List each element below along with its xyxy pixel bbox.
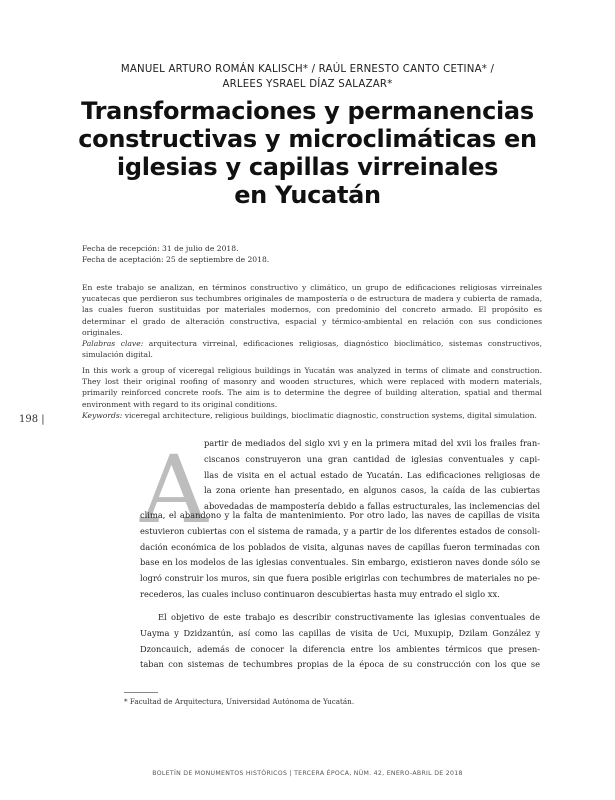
title-line: constructivas y microclimáticas en [78,125,537,153]
keywords-label: Keywords: [82,410,123,420]
abstract-english [82,365,542,421]
text-line: abovedadas de mampostería debido a fallas estructurales, las inclemencias del [204,501,540,512]
paragraph-1-continued [140,508,540,603]
received-date: Fecha de recepción: 31 de julio de 2018. [82,244,239,253]
text-line: logró construir los muros, sin que fuera posible erigirlas con techumbres de materiales no pe- [140,573,540,584]
dates-block [82,243,542,265]
paragraph-1-wrapped [204,436,540,515]
drop-cap: A [140,436,208,545]
text-line: base en los modelos de las iglesias conventuales. Sin embargo, existieron naves donde sólo se [140,557,540,568]
text-line: clima, el abandono y la falta de mantenimiento. Por otro lado, las naves de capillas de visita [140,510,540,520]
text-line: llas de visita en el actual estado de Yucatán. Las edificaciones religiosas de [204,469,540,480]
keywords-text: viceregal architecture, religious buildings, bioclimatic diagnostic, construction systems, digital simulation. [122,410,537,420]
author-line: MANUEL ARTURO ROMÁN KALISCH* / RAÚL ERNESTO CANTO CETINA* / [120,64,495,75]
title-line: en Yucatán [234,181,381,209]
text-line: El objetivo de este trabajo es describir constructivamente las iglesias conventuales de [158,612,540,622]
footnote: * Facultad de Arquitectura, Universidad Autónoma de Yucatán. [124,697,355,706]
text-line: dación económica de los poblados de visita, algunas naves de capillas fueron terminadas con [140,541,540,552]
title-line: Transformaciones y permanencias [81,97,534,125]
abstract-spanish [82,282,542,360]
keywords-label: Palabras clave: [82,339,144,349]
keywords-text: arquitectura virreinal, edificaciones religiosas, diagnóstico bioclimático, sistemas constructivos, simulación digital. [82,339,542,360]
running-footer: BOLETÍN DE MONUMENTOS HISTÓRICOS | TERCERA ÉPOCA, NÚM. 42, ENERO-ABRIL DE 2018 [152,770,463,777]
footnote-rule [124,692,158,693]
page-number: 198 | [19,414,45,425]
accepted-date: Fecha de aceptación: 25 de septiembre de 2018. [82,255,270,265]
text-line: estuvieron cubiertas con el sistema de ramada, y a partir de los diferentes estados de consoli- [140,525,540,536]
text-line: Uayma y Dzidzantún, así como las capillas de visita de Uci, Muxupip, Dzilam González y [140,627,540,638]
author-list [0,62,615,92]
text-line: recederos, las cuales incluso continuaron descubiertas hasta muy entrado el siglo xx. [140,588,500,599]
abstract-text: En este trabajo se analizan, en términos constructivo y climático, un grupo de edificaciones religiosas virreinales yucatecas que perdieron sus techumbres originales de mampostería o de estructura de madera y cubierta de ramada, las cuales fueron sustituidas por materiales modernos, con predominio del concreto armado. El propósito es determinar el grado de alteración constructiva, espacial y térmico-ambiental en relación con sus condiciones originales. [82,283,542,337]
text-line: Dzoncauich, además de conocer la diferencia entre los ambientes térmicos que presen- [140,643,540,654]
text-line: taban con sistemas de techumbres propias de la época de su construcción con los que se [140,659,540,670]
paragraph-2 [140,610,540,673]
article-title [60,97,555,209]
text-line: ciscanos construyeron una gran cantidad de iglesias conventuales y capi- [204,453,540,464]
title-line: iglesias y capillas virreinales [116,153,499,181]
text-line: la zona oriente han presentado, en algunos casos, la caída de las cubiertas [204,485,540,496]
abstract-text: In this work a group of viceregal religious buildings in Yucatán was analyzed in terms of climate and construction. They lost their original roofing of masonry and wooden structures, which were replaced with modern materials, primarily reinforced concrete roofs. The aim is to determine the degree of building alteration, spatial and thermal environment with regard to its original conditions. [82,366,542,409]
text-line: partir de mediados del siglo xvi y en la primera mitad del xvii los frailes fran- [204,438,540,448]
author-line: ARLEES YSRAEL DÍAZ SALAZAR* [222,79,393,90]
